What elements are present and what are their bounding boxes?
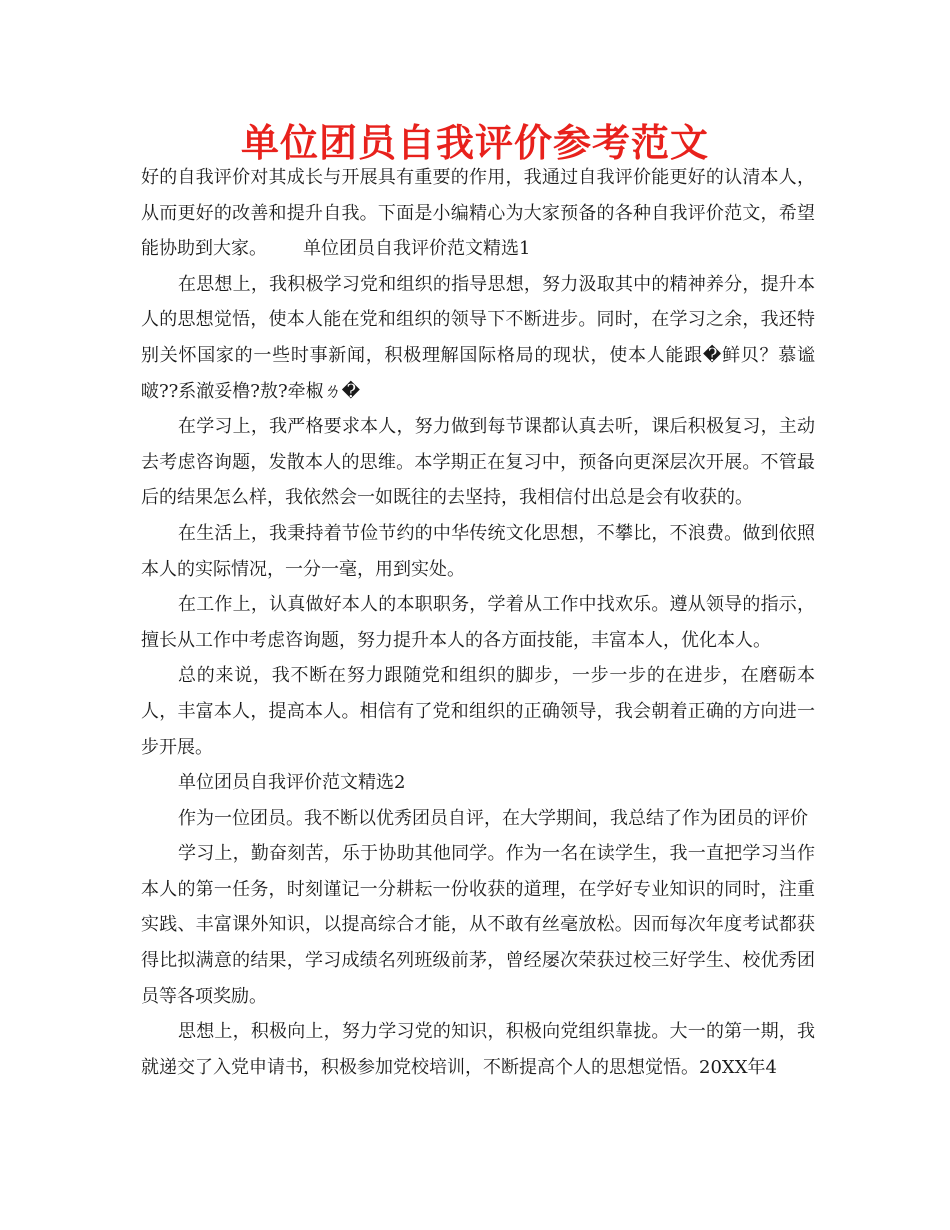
paragraph: 总的来说，我不断在努力跟随党和组织的脚步，一步一步的在进步，在磨砺本人，丰富本人，提高本人。相信有了党和组织的正确领导，我会朝着正确的方向进一步开展。 <box>141 665 815 758</box>
paragraph: 在学习上，我严格要求本人，努力做到每节课都认真去听，课后积极复习，主动去考虑咨询题，发散本人的思维。本学期正在复习中，预备向更深层次开展。不管最后的结果怎么样，我依然会一如既往的去坚持，我相信付出总是会有收获的。 <box>141 416 815 509</box>
section-heading-2: 单位团员自我评价范文精选2 <box>178 772 406 794</box>
paragraph: 作为一位团员。我不断以优秀团员自评，在大学期间，我总结了作为团员的评价 <box>178 807 808 829</box>
intro-paragraph <box>141 160 815 267</box>
document-body <box>141 160 815 1085</box>
paragraph: 在生活上，我秉持着节俭节约的中华传统文化思想，不攀比，不浪费。做到依照本人的实际情况，一分一毫，用到实处。 <box>141 522 815 580</box>
document-title: 单位团员自我评价参考范文 <box>240 121 709 165</box>
paragraph: 在思想上，我积极学习党和组织的指导思想，努力汲取其中的精神养分，提升本人的思想觉悟，使本人能在党和组织的领导下不断进步。同时，在学习之余，我还特别关怀国家的一些时事新闻，积极理解国际格局的现状，使本人能跟�鲜贝？慕谧啵??系澈妥橹?敖?牵椒ㄌ� <box>141 273 815 402</box>
paragraph: 思想上，积极向上，努力学习党的知识，积极向党组织靠拢。大一的第一期，我就递交了入党申请书，积极参加党校培训，不断提高个人的思想觉悟。20XX年4 <box>141 1021 815 1078</box>
section-heading-1: 单位团员自我评价范文精选1 <box>303 238 531 260</box>
intro-text: 好的自我评价对其成长与开展具有重要的作用，我通过自我评价能更好的认清本人，从而更好的改善和提升自我。下面是小编精心为大家预备的各种自我评价范文，希望能协助到大家。 <box>141 167 815 260</box>
paragraph: 在工作上，认真做好本人的本职职务，学着从工作中找欢乐。遵从领导的指示，擅长从工作中考虑咨询题，努力提升本人的各方面技能，丰富本人，优化本人。 <box>141 594 815 651</box>
paragraph: 学习上，勤奋刻苦，乐于协助其他同学。作为一名在读学生，我一直把学习当作本人的第一任务，时刻谨记一分耕耘一份收获的道理，在学好专业知识的同时，注重实践、丰富课外知识，以提高综合才能，从不敢有丝毫放松。因而每次年度考试都获得比拟满意的结果，学习成绩名列班级前茅，曾经屡次荣获过校三好学生、校优秀团员等各项奖励。 <box>141 843 815 1007</box>
